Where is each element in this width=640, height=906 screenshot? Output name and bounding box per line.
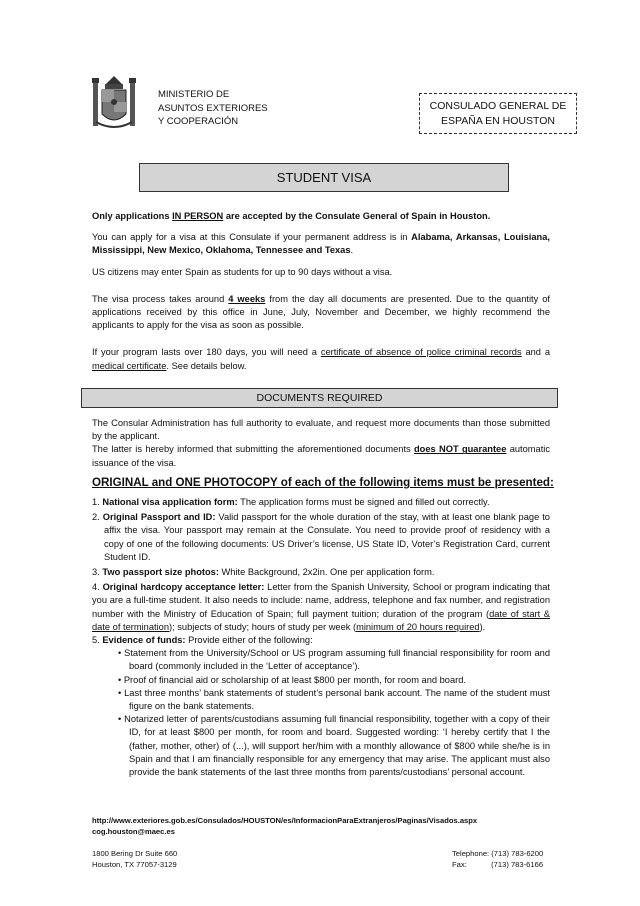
admin-notice bbox=[92, 417, 550, 470]
page-title: STUDENT VISA bbox=[139, 163, 509, 192]
fax-number: (713) 783-6166 bbox=[491, 860, 544, 869]
requirements-list bbox=[92, 496, 550, 779]
admin-no-guarantee: The latter is hereby informed that submitting the aforementioned documents does NOT guarantee automatic issuance of the visa. bbox=[92, 444, 551, 468]
contact-links bbox=[92, 815, 477, 837]
list-item: 4. Original hardcopy acceptance letter: Letter from the Spanish University, School or program indicating that you are a full-time student. It also needs to include: name, address, telephone and fax number, and registration number with the Ministry of Education of Spain; full payment tuition; duration of the program (date of start & date of termination); subjects of study; hours of study per week (minimum of 20 hours required). bbox=[92, 582, 550, 632]
footer-phone-fax bbox=[452, 848, 543, 870]
telephone-label: Telephone: bbox=[452, 849, 490, 858]
telephone-number: (713) 783-6200 bbox=[491, 849, 544, 858]
fax-label: Fax: bbox=[452, 860, 467, 869]
funds-bullet: • Notarized letter of parents/custodians assuming full financial responsibility, together with a copy of their ID, for at least $800 per month, for room and board. Suggested wording: ‘I hereby certify that I the (father, mother, other) of (...), will support her/him with a monthly allowance of $800 while she/he is in Spain and that I am financially responsible for any emergency that may arise. The applicant must also provide the bank statements of the last three months from parents/custodians’ personal account. bbox=[118, 714, 550, 778]
intro-jurisdiction: You can apply for a visa at this Consulate if your permanent address is in Alabama, Arkansas, Louisiana, Mississippi, New Mexico, Oklahoma, Tennessee and Texas. bbox=[92, 232, 550, 256]
intro-section bbox=[92, 210, 550, 373]
admin-authority: The Consular Administration has full authority to evaluate, and request more documents than those submitted by the applicant. bbox=[92, 418, 550, 442]
email-link[interactable]: cog.houston@maec.es bbox=[92, 827, 175, 836]
list-item: 2. Original Passport and ID: Valid passport for the whole duration of the stay, with at least one blank page to affix the visa. Your passport may remain at the Consulate. You need to provide proof of residency with a copy of one of the following documents: US Driver’s license, US State ID, Voter’s Registration Card, current Student ID. bbox=[92, 512, 550, 562]
intro-process-time: The visa process takes around 4 weeks from the day all documents are presented. Due to the quantity of applications received by this office in June, July, November and December, we highly recommend the applicants to apply for the visa as soon as possible. bbox=[92, 293, 551, 331]
funds-bullet: • Last three months’ bank statements of student’s personal bank account. The name of the student must figure on the bank statements. bbox=[118, 687, 550, 712]
coat-of-arms-logo bbox=[92, 74, 136, 132]
original-photocopy-heading: ORIGINAL and ONE PHOTOCOPY of each of the following items must be presented: bbox=[92, 476, 554, 489]
intro-in-person: Only applications IN PERSON are accepted by the Consulate General of Spain in Houston. bbox=[92, 211, 491, 221]
list-item: 3. Two passport size photos: White Background, 2x2in. One per application form. bbox=[92, 567, 435, 578]
ministry-name: MINISTERIO DE ASUNTOS EXTERIORES Y COOPERACIÓN bbox=[158, 89, 268, 127]
consulate-box: CONSULADO GENERAL DE ESPAÑA EN HOUSTON bbox=[419, 93, 577, 134]
footer-address: 1800 Bering Dr Suite 660 Houston, TX 77057-3129 bbox=[92, 849, 178, 869]
list-item: 5. Evidence of funds: Provide either of the following: bbox=[92, 635, 313, 646]
documents-required-heading: DOCUMENTS REQUIRED bbox=[81, 388, 558, 408]
intro-certificates: If your program lasts over 180 days, you will need a certificate of absence of police criminal records and a medical certificate. See details below. bbox=[92, 347, 550, 371]
intro-us-citizens: US citizens may enter Spain as students for up to 90 days without a visa. bbox=[92, 266, 393, 277]
funds-bullet: • Statement from the University/School or US program assuming full financial responsibility for room and board (commonly included in the ‘Letter of acceptance’). bbox=[118, 648, 550, 672]
website-link[interactable]: http://www.exteriores.gob.es/Consulados/HOUSTON/es/InformacionParaExtranjeros/Paginas/Visados.aspx bbox=[92, 816, 478, 825]
funds-bullet: • Proof of financial aid or scholarship of at least $800 per month, for room and board. bbox=[118, 674, 466, 685]
list-item: 1. National visa application form: The application forms must be signed and filled out correctly. bbox=[92, 497, 490, 507]
